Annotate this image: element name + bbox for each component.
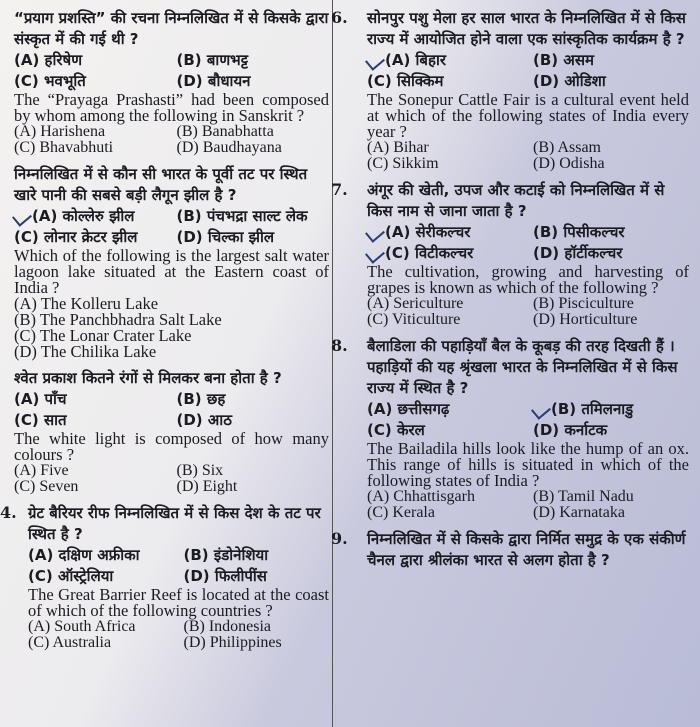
question-8 xyxy=(331,336,689,521)
options-english xyxy=(367,140,689,172)
option-d: (D) Karnataka xyxy=(533,504,625,521)
option-b: (B) पंचभद्रा साल्ट लेक xyxy=(176,207,308,225)
option-c: (C) सात xyxy=(14,411,67,429)
option-d: (D) चिल्का झील xyxy=(176,228,275,246)
option-a: (A) Bihar xyxy=(367,139,429,156)
option-b: (B) The Panchbhadra Salt Lake xyxy=(14,310,222,329)
option-b: (B) Six xyxy=(176,462,224,479)
option-c: (C) The Lonar Crater Lake xyxy=(14,326,192,345)
option-d: (D) Baudhayana xyxy=(176,139,282,156)
option-d: (D) बौधायन xyxy=(176,72,251,90)
question-number: 4. xyxy=(0,503,17,522)
option-c: (C) सिक्किम xyxy=(367,72,444,90)
option-d: (D) हॉर्टीकल्चर xyxy=(533,244,623,262)
option-c: (C) Kerala xyxy=(367,504,435,521)
option-b: (B) Tamil Nadu xyxy=(533,488,634,505)
question-text-hindi: श्वेत प्रकाश कितने रंगों से मिलकर बना होता है ? xyxy=(14,369,282,387)
option-a: (A) Five xyxy=(14,462,69,479)
question-text-english: The white light is composed of how many colours ? xyxy=(14,429,329,464)
options-english-list xyxy=(14,296,329,360)
option-d: (D) Eight xyxy=(176,478,238,495)
option-c: (C) Sikkim xyxy=(367,155,439,172)
option-b: (B) Indonesia xyxy=(183,618,272,635)
question-prayaga-prashasti xyxy=(14,8,329,156)
option-c: (C) Bhavabhuti xyxy=(14,139,114,156)
question-text-hindi: “प्रयाग प्रशस्ति” की रचना निम्नलिखित में से किसके द्वारा संस्कृत में की गई थी ? xyxy=(14,9,329,48)
options-english xyxy=(367,489,689,521)
option-c: (C) Seven xyxy=(14,478,79,495)
option-b: (B) तमिलनाडु xyxy=(533,399,689,420)
tick-mark-icon xyxy=(531,400,551,419)
option-a: (A) पाँच xyxy=(14,390,67,408)
options-english xyxy=(14,619,329,651)
question-text-english: The “Prayaga Prashasti” had been composed by whom among the following in Sanskrit ? xyxy=(14,90,329,125)
question-number: 8. xyxy=(331,336,348,355)
option-b: (B) छह xyxy=(176,390,226,408)
option-c: (C) ऑस्ट्रेलिया xyxy=(28,567,114,585)
question-number: 9. xyxy=(331,529,348,548)
option-c: (C) भवभूति xyxy=(14,72,86,90)
tick-mark-icon xyxy=(12,207,32,226)
question-text-english: The cultivation, growing and harvesting of grapes is known as which of the following ? xyxy=(367,262,689,297)
tick-mark-icon xyxy=(365,223,385,242)
options-english xyxy=(14,463,329,495)
option-d: (D) आठ xyxy=(176,411,232,429)
options-hindi xyxy=(14,389,329,431)
options-hindi xyxy=(14,545,329,587)
options-hindi xyxy=(14,206,329,248)
question-text-hindi: निम्नलिखित में से किसके द्वारा निर्मित समुद्र के एक संकीर्ण चैनल द्वारा श्रीलंका भारत से अलग होता है ? xyxy=(367,530,686,569)
options-english xyxy=(14,124,329,156)
options-hindi xyxy=(367,399,689,441)
option-b: (B) Pisciculture xyxy=(533,295,634,312)
column-divider xyxy=(332,0,333,727)
option-c: (C) Australia xyxy=(28,634,112,651)
option-b: (B) Assam xyxy=(533,139,601,156)
question-lagoon-lake xyxy=(14,164,329,360)
option-b: (B) असम xyxy=(533,51,594,69)
option-d: (D) कर्नाटक xyxy=(533,421,608,439)
option-c: (C) विटीकल्चर xyxy=(367,243,523,264)
right-column xyxy=(331,8,689,727)
option-c: (C) केरल xyxy=(367,421,425,439)
option-a: (A) दक्षिण अफ्रीका xyxy=(28,546,140,564)
question-7 xyxy=(331,180,689,328)
options-hindi xyxy=(14,50,329,92)
option-d: (D) Philippines xyxy=(183,634,282,651)
option-d: (D) Odisha xyxy=(533,155,605,172)
question-white-light xyxy=(14,368,329,495)
option-d: (D) The Chilika Lake xyxy=(14,342,157,361)
question-9 xyxy=(331,529,689,571)
question-6 xyxy=(331,8,689,172)
option-b: (B) पिसीकल्चर xyxy=(533,223,625,241)
question-text-hindi: अंगूर की खेती, उपज और कटाई को निम्नलिखित में से किस नाम से जाना जाता है ? xyxy=(367,181,665,220)
option-b: (B) Banabhatta xyxy=(176,123,274,140)
option-a: (A) बिहार xyxy=(367,50,523,71)
option-c: (C) Viticulture xyxy=(367,311,461,328)
options-english xyxy=(367,296,689,328)
option-d: (D) ओडिशा xyxy=(533,72,606,90)
left-column xyxy=(0,8,329,727)
tick-mark-icon xyxy=(365,244,385,263)
question-text-english: The Bailadila hills look like the hump of an ox. This range of hills is situated in which of the following states of India ? xyxy=(367,439,689,490)
option-a: (A) Sericulture xyxy=(367,295,464,312)
question-text-hindi: निम्नलिखित में से कौन सी भारत के पूर्वी तट पर स्थित खारे पानी की सबसे बड़ी लैगून झील है ? xyxy=(14,165,308,204)
question-text-english: The Sonepur Cattle Fair is a cultural event held at which of the following states of India every year ? xyxy=(367,90,689,141)
option-a: (A) Chhattisgarh xyxy=(367,488,475,505)
option-a: (A) हरिषेण xyxy=(14,51,83,69)
option-a: (A) छत्तीसगढ़ xyxy=(367,400,450,418)
option-a: (A) Harishena xyxy=(14,123,106,140)
option-d: (D) फिलीपींस xyxy=(183,567,267,585)
option-d: (D) Horticulture xyxy=(533,311,638,328)
option-a: (A) सेरीकल्चर xyxy=(367,222,523,243)
question-text-english: Which of the following is the largest salt water lagoon lake situated at the Eastern coast of India ? xyxy=(14,246,329,297)
question-number: 6. xyxy=(331,8,348,27)
question-number: 7. xyxy=(331,180,348,199)
option-b: (B) बाणभट्ट xyxy=(176,51,249,69)
option-a: (A) South Africa xyxy=(28,618,136,635)
options-hindi xyxy=(367,222,689,264)
tick-mark-icon xyxy=(365,51,385,70)
question-text-english: The Great Barrier Reef is located at the coast of which of the following countries ? xyxy=(28,585,329,620)
question-text-hindi: सोनपुर पशु मेला हर साल भारत के निम्नलिखित में से किस राज्य में आयोजित होने वाला एक सांस्कृतिक कार्यक्रम है ? xyxy=(367,9,686,48)
option-a: (A) The Kolleru Lake xyxy=(14,294,159,313)
question-text-hindi: ग्रेट बैरियर रीफ निम्नलिखित में से किस देश के तट पर स्थित है ? xyxy=(28,504,321,543)
options-hindi xyxy=(367,50,689,92)
question-4 xyxy=(0,503,329,651)
option-c: (C) लोनार क्रेटर झील xyxy=(14,228,138,246)
option-b: (B) इंडोनेशिया xyxy=(183,546,269,564)
option-a: (A) कोल्लेरु झील xyxy=(14,206,167,227)
question-text-hindi: बैलाडिला की पहाड़ियाँ बैल के कूबड़ की तरह दिखती हैं । पहाड़ियों की यह श्रृंखला भारत के निम्नलिखित में से किस राज्य में स्थित है ? xyxy=(367,337,678,397)
